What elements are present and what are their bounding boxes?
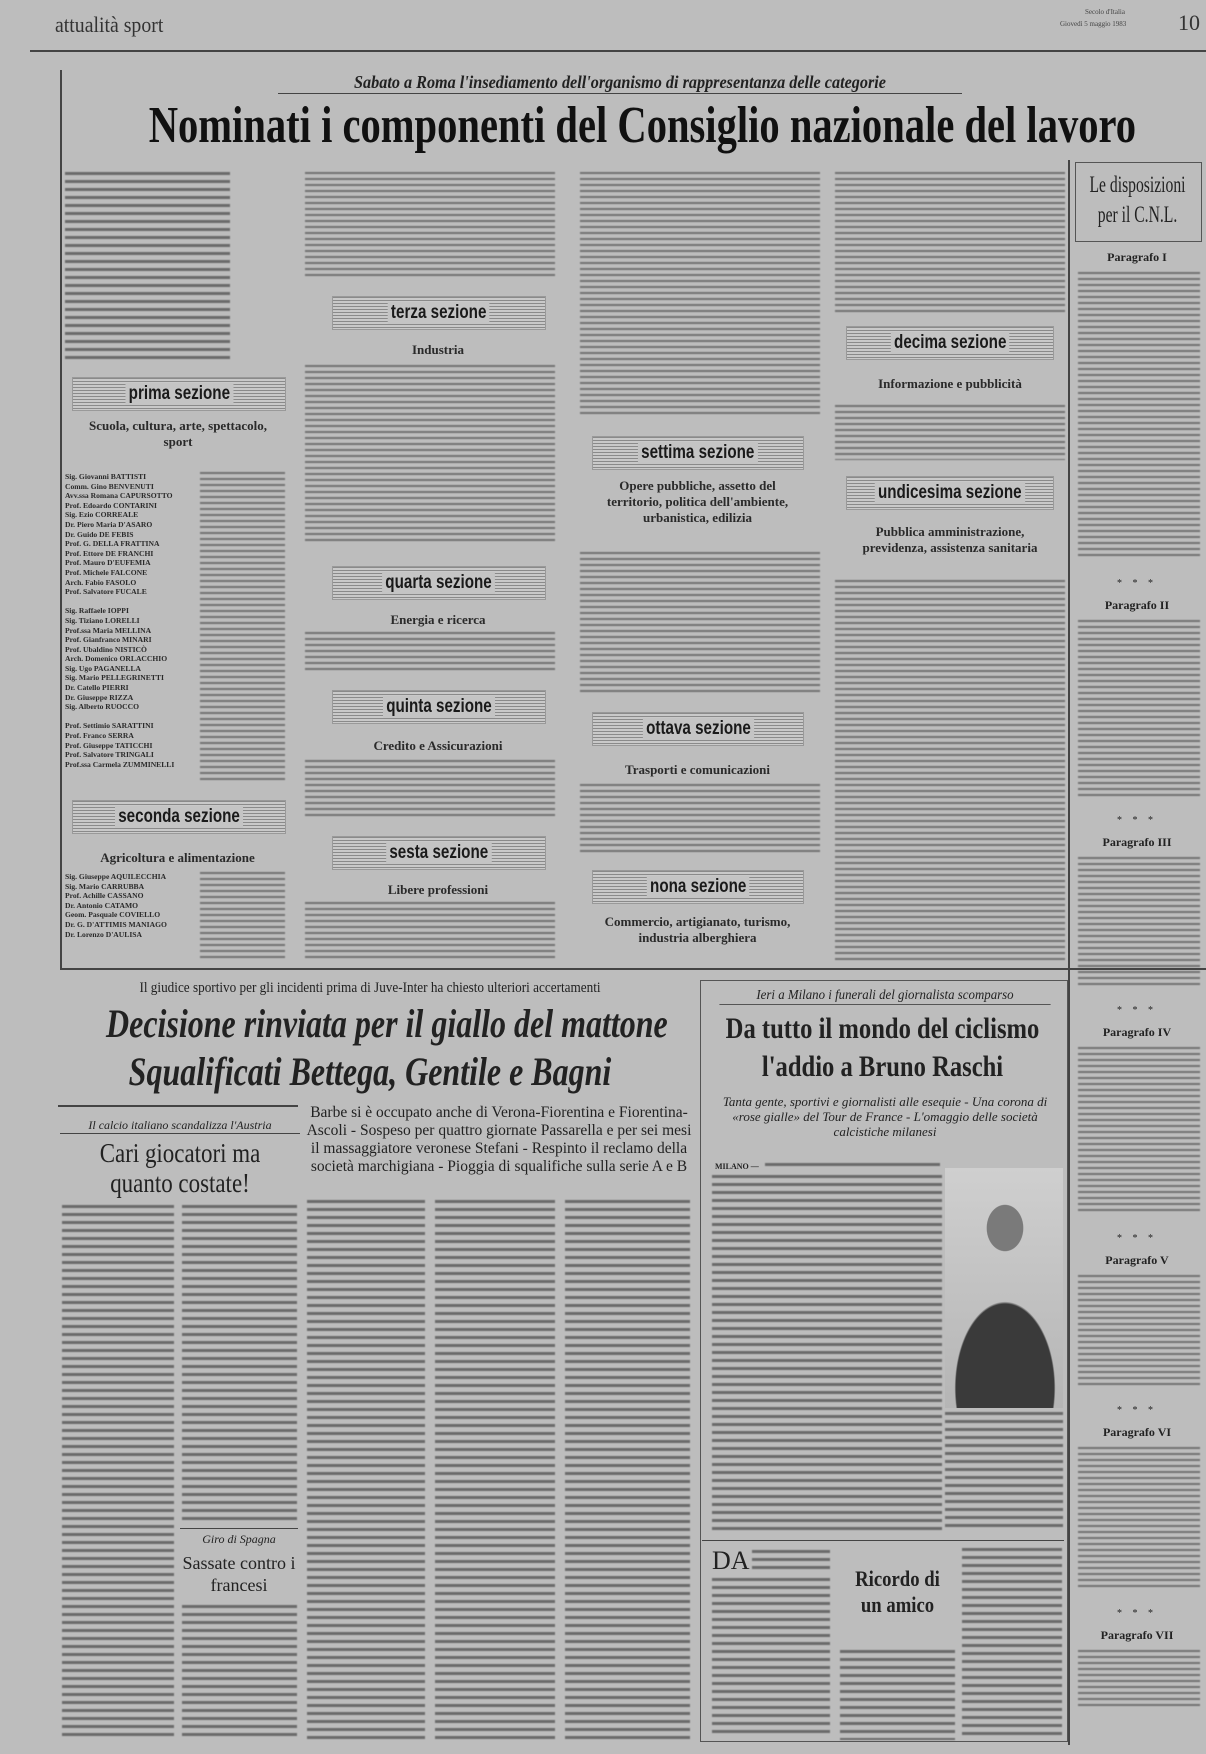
spagna-text	[182, 1605, 297, 1740]
raschi-text-right	[945, 1412, 1063, 1530]
top-bottom-border	[60, 968, 1206, 970]
section-ottava-subtitle: Trasporti e comunicazioni	[625, 762, 770, 777]
section-nona-subtitle: Commercio, artigianato, turismo, industria alberghiera	[604, 914, 791, 945]
intro-text	[65, 172, 230, 362]
prima-members-list	[65, 472, 175, 769]
member-name	[65, 712, 175, 722]
member-name: Dr. G. D'ATTIMIS MANIAGO	[65, 919, 167, 929]
ottava-list	[580, 784, 820, 856]
section-decima-subtitle: Informazione e pubblicità	[878, 376, 1022, 391]
settima-list	[580, 552, 820, 695]
member-name: Prof.ssa Maria MELLINA	[65, 625, 152, 635]
member-name	[65, 597, 175, 607]
issue-date: Giovedì 5 maggio 1983	[1060, 20, 1127, 28]
member-name: Avv.ssa Romana CAPURSOTTO	[65, 491, 173, 501]
section-nona: nona sezione	[592, 870, 804, 904]
sidebar-separator: * * *	[1117, 1005, 1157, 1016]
sidebar-paragraph-heading: Paragrafo VII	[1100, 1628, 1174, 1642]
member-name: Prof. Ubaldino NISTICÒ	[65, 644, 147, 654]
section-quarta: quarta sezione	[332, 566, 546, 600]
sport-title-line2: Squalificati Bettega, Gentile e Bagni	[128, 1049, 612, 1094]
member-name: Arch. Fabio FASOLO	[65, 577, 137, 587]
section-prima-subtitle: Scuola, cultura, arte, spettacolo, sport	[88, 418, 267, 449]
sidebar-paragraph-text	[1078, 1447, 1200, 1590]
sidebar-paragraph-text	[1078, 620, 1200, 797]
sport-title-line1: Decisione rinviata per il giallo del mattone	[106, 1001, 668, 1046]
raschi-text-body	[712, 1175, 942, 1530]
austria-text-col1	[62, 1205, 174, 1740]
ricordo-text-col2	[840, 1650, 955, 1740]
austria-kicker: Il calcio italiano scandalizza l'Austria	[60, 1118, 300, 1134]
ricordo-text-col1	[752, 1550, 830, 1572]
quarta-list	[305, 632, 555, 672]
member-name: Dr. Lorenzo D'AULISA	[65, 929, 142, 939]
sport-deck: Barbe si è occupato anche di Verona-Fiorentina e Fiorentina-Ascoli - Sospeso per quattro giornate Passarella e per sei mesi il massaggiatore veronese Stefani - Respinto il reclamo della società marchigiana - Pioggia di squalifiche sulla serie A e B	[306, 1104, 692, 1175]
prima-roles	[200, 472, 285, 780]
member-name: Geom. Pasquale COVIELLO	[65, 910, 161, 920]
raschi-title-line2: l'addio a Bruno Raschi	[761, 1050, 1004, 1083]
section-quarta-subtitle: Energia e ricerca	[390, 612, 486, 627]
paper-name: Secolo d'Italia	[1085, 8, 1125, 16]
section-undicesima: undicesima sezione	[846, 476, 1054, 510]
raschi-kicker: Ieri a Milano i funerali del giornalista scomparso	[719, 988, 1050, 1005]
section-undicesima-subtitle: Pubblica amministrazione, previdenza, assistenza sanitaria	[862, 524, 1038, 555]
austria-text-col2	[182, 1205, 297, 1523]
section-seconda-subtitle: Agricoltura e alimentazione	[100, 850, 255, 865]
header-rule	[30, 50, 1206, 52]
raschi-text	[765, 1163, 940, 1171]
member-name: Dr. Giuseppe RIZZA	[65, 692, 134, 702]
member-name: Sig. Mario PELLEGRINETTI	[65, 673, 164, 683]
member-name: Prof. Michele FALCONE	[65, 567, 148, 577]
section-terza-subtitle: Industria	[411, 342, 465, 357]
member-name: Sig. Giovanni BATTISTI	[65, 472, 147, 481]
member-name: Sig. Ezio CORREALE	[65, 510, 139, 520]
member-name: Sig. Mario CARRUBBA	[65, 881, 145, 891]
ricordo-rule	[702, 1540, 1064, 1541]
member-name: Sig. Giuseppe AQUILECCHIA	[65, 872, 167, 881]
col4-list-a	[835, 172, 1065, 312]
quinta-list	[305, 760, 555, 820]
member-name: Prof.ssa Carmela ZUMMINELLI	[65, 759, 175, 769]
sidebar-separator: * * *	[1117, 1405, 1157, 1416]
sport-text-col3	[565, 1200, 690, 1740]
sidebar-paragraph-heading: Paragrafo VI	[1102, 1425, 1172, 1439]
sidebar-separator: * * *	[1117, 815, 1157, 826]
terza-list	[305, 365, 555, 545]
col3-list-a	[580, 172, 820, 417]
member-name: Prof. Gianfranco MINARI	[65, 635, 152, 645]
austria-title: Cari giocatori ma quanto costate!	[99, 1138, 261, 1198]
member-name: Sig. Raffaele IOPPI	[65, 606, 129, 616]
member-name: Prof. Achille CASSANO	[65, 891, 144, 901]
section-prima: prima sezione	[72, 377, 286, 411]
section-sesta: sesta sezione	[332, 836, 546, 870]
spagna-rule	[180, 1528, 298, 1529]
section-ottava: ottava sezione	[592, 712, 804, 746]
member-name: Dr. Antonio CATAMO	[65, 900, 139, 910]
section-seconda: seconda sezione	[72, 800, 286, 834]
spagna-kicker: Giro di Spagna	[202, 1532, 276, 1546]
ricordo-text-col1b	[712, 1578, 830, 1738]
sidebar-separator: * * *	[1117, 1233, 1157, 1244]
member-name: Comm. Gino BENVENUTI	[65, 481, 154, 491]
section-quinta: quinta sezione	[332, 690, 546, 724]
decima-list	[835, 405, 1065, 460]
sport-rule	[58, 1105, 298, 1107]
top-kicker: Sabato a Roma l'insediamento dell'organismo di rappresentanza delle categorie	[278, 72, 962, 94]
member-name: Prof. Giuseppe TATICCHI	[65, 740, 153, 750]
member-name: Dr. Piero Maria D'ASARO	[65, 519, 153, 529]
raschi-title-line1: Da tutto il mondo del ciclismo	[725, 1012, 1040, 1045]
section-sesta-subtitle: Libere professioni	[387, 882, 489, 897]
bruno-raschi-photo	[945, 1168, 1063, 1408]
undicesima-list	[835, 580, 1065, 963]
member-name: Dr. Catello PIERRI	[65, 683, 129, 693]
member-name: Prof. Settimio SARATTINI	[65, 721, 154, 731]
member-name: Prof. Mauro D'EUFEMIA	[65, 558, 151, 568]
sidebar-paragraph-text	[1078, 1275, 1200, 1387]
sidebar-separator: * * *	[1117, 578, 1157, 589]
section-settima-subtitle: Opere pubbliche, assetto del territorio, politica dell'ambiente, urbanistica, edilizia	[606, 478, 789, 525]
member-name: Prof. Franco SERRA	[65, 731, 134, 741]
section-terza: terza sezione	[332, 296, 546, 330]
sport-text-col2	[435, 1200, 555, 1740]
section-decima: decima sezione	[846, 326, 1054, 360]
section-header: attualità sport	[55, 12, 164, 37]
member-name: Sig. Ugo PAGANELLA	[65, 663, 142, 673]
top-title: Nominati i componenti del Consiglio nazionale del lavoro	[148, 97, 1137, 154]
sidebar-border	[1068, 160, 1070, 1745]
ricordo-dropcap: DA	[712, 1546, 750, 1575]
raschi-dateline: MILANO —	[715, 1162, 759, 1171]
seconda-roles	[200, 872, 285, 962]
section-settima: settima sezione	[592, 436, 804, 470]
sport-text-col1	[307, 1200, 425, 1740]
sesta-list	[305, 902, 555, 962]
top-left-border	[60, 70, 62, 970]
sidebar-paragraph-text	[1078, 272, 1200, 560]
sidebar-title: Le disposizioni per il C.N.L.	[1089, 172, 1186, 227]
sport-kicker: Il giudice sportivo per gli incidenti prima di Juve-Inter ha chiesto ulteriori accertamenti	[139, 980, 601, 996]
seconda-members-list	[65, 872, 195, 939]
member-name: Prof. Salvatore FUCALE	[65, 587, 147, 597]
sidebar-paragraph-heading: Paragrafo II	[1104, 598, 1170, 612]
sidebar-paragraph-text	[1078, 857, 1200, 987]
member-name: Dr. Guido DE FEBIS	[65, 529, 134, 539]
member-name: Arch. Domenico ORLACCHIO	[65, 654, 168, 664]
section-quinta-subtitle: Credito e Assicurazioni	[373, 738, 503, 753]
ricordo-text-col3	[962, 1548, 1062, 1738]
sidebar-paragraph-heading: Paragrafo I	[1107, 250, 1167, 264]
sidebar-paragraph-heading: Paragrafo V	[1105, 1253, 1169, 1267]
sidebar-separator: * * *	[1117, 1608, 1157, 1619]
member-name: Sig. Alberto RUOCCO	[65, 702, 140, 712]
member-name: Prof. G. DELLA FRATTINA	[65, 539, 160, 549]
member-name: Sig. Tiziano LORELLI	[65, 615, 140, 625]
spagna-title: Sassate contro i francesi	[182, 1553, 296, 1595]
member-name: Prof. Edoardo CONTARINI	[65, 500, 157, 510]
col2-list-a	[305, 172, 555, 277]
sidebar-paragraph-heading: Paragrafo IV	[1102, 1025, 1172, 1039]
sidebar-paragraph-text	[1078, 1047, 1200, 1215]
sidebar-paragraph-text	[1078, 1650, 1200, 1707]
raschi-deck: Tanta gente, sportivi e giornalisti alle esequie - Una corona di «rose gialle» del Tour de France - L'omaggio delle società calcistiche milanesi	[722, 1094, 1048, 1139]
member-name: Prof. Salvatore TRINGALI	[65, 750, 154, 760]
ricordo-title: Ricordo di un amico	[855, 1566, 940, 1617]
sidebar-paragraph-heading: Paragrafo III	[1102, 835, 1172, 849]
member-name: Prof. Ettore DE FRANCHI	[65, 548, 154, 558]
page-number: 10	[1178, 10, 1200, 35]
